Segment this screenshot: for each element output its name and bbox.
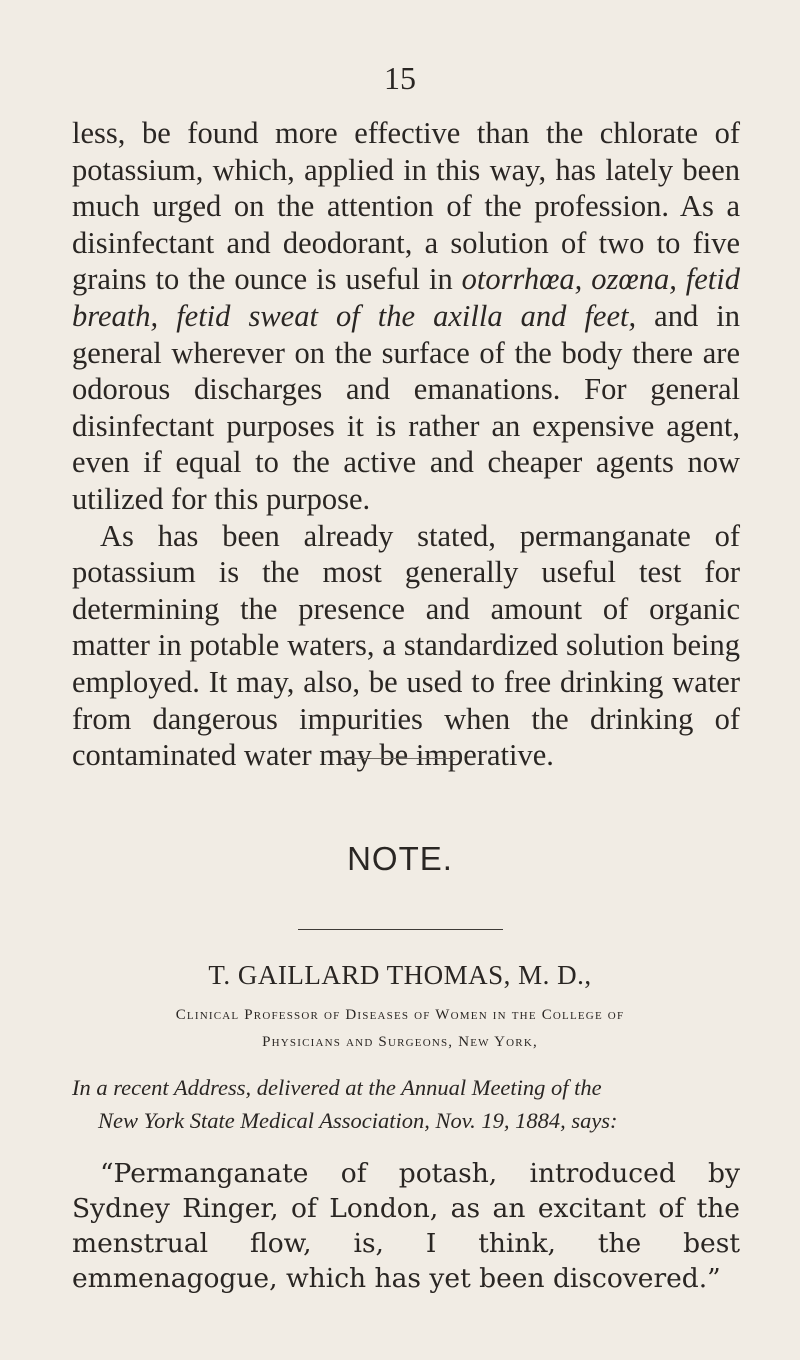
paragraph-2: As has been already stated, permanganate of potassium is the most generally useful test for determining the presence and amount of organic matter in potable waters, a standardized solution being employed. It may, also, be used to free drinking water from dangerous impurities when the drinking of contaminated water may be imperative.	[72, 518, 740, 773]
paragraph-1-outro: and in general wherever on the surface of the body there are odorous discharges and emanations. For general disinfectant purposes it is rather an expensive agent, even if equal to the active and cheaper agents now utilized for this purpose.	[72, 298, 740, 516]
source-citation	[0, 1071, 800, 1137]
author-name: T. GAILLARD THOMAS, M. D.,	[208, 960, 592, 990]
section-divider	[340, 758, 455, 759]
author-title-line-2: Physicians and Surgeons, New York,	[262, 1034, 538, 1050]
source-line-2: New York State Medical Association, Nov. 19, 1884, says:	[98, 1108, 618, 1133]
quote-paragraph: “Permanganate of potash, introduced by Sydney Ringer, of London, as an excitant of the menstrual flow, is, I think, the best emmenagogue, which has yet been discovered.”	[72, 1158, 740, 1294]
author-title-line-1: Clinical Professor of Diseases of Women in the College of	[175, 1007, 625, 1023]
paragraph-1-italic-list: otorrhœa, ozœna, fetid breath, fetid sweat of the axilla and feet,	[72, 262, 740, 333]
quotation	[72, 1156, 740, 1296]
source-line-1: In a recent Address, delivered at the Annual Meeting of the	[72, 1075, 602, 1100]
paragraph-1-intro: less, be found more effective than the chlorate of potassium, which, applied in this way, has lately been much urged on the attention of the profession. As a disinfectant and deodorant, a solution of two to five grains to the ounce is useful in	[72, 116, 740, 297]
page-number: 15	[384, 60, 416, 96]
author-title	[60, 1002, 740, 1056]
paragraph-1	[72, 115, 740, 518]
note-heading: NOTE.	[347, 840, 453, 877]
main-text	[72, 115, 740, 774]
note-rule	[298, 929, 503, 930]
